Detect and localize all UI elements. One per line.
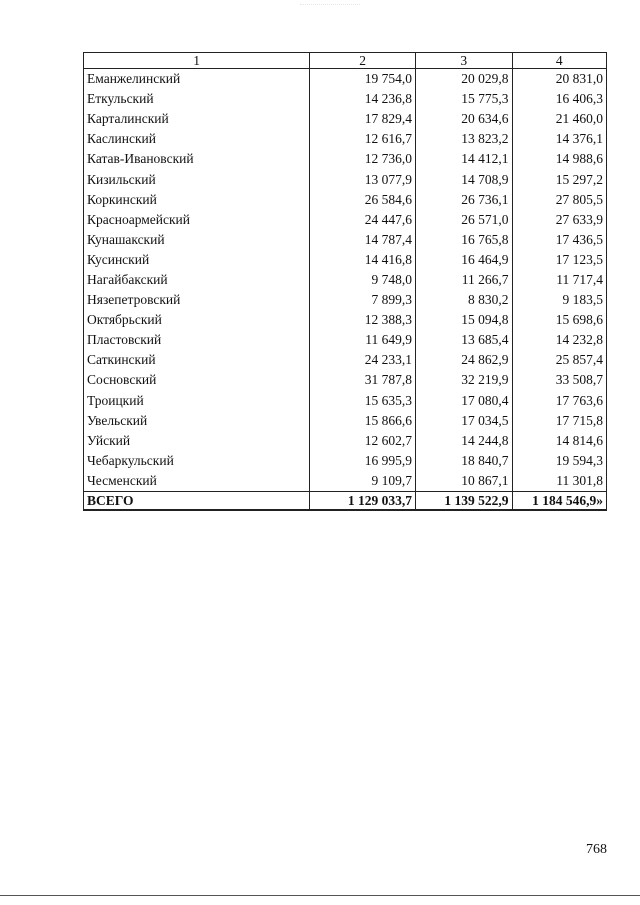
table-row [84,210,607,230]
value-col-3: 18 840,7 [416,451,513,471]
value-col-4: 14 814,6 [512,431,606,451]
district-name: Красноармейский [84,210,310,230]
value-col-2: 9 748,0 [310,270,416,290]
table-row [84,350,607,370]
district-name: Увельский [84,411,310,431]
value-col-3: 14 244,8 [416,431,513,451]
table-row [84,431,607,451]
value-col-4: 11 301,8 [512,471,606,492]
value-col-3: 20 634,6 [416,109,513,129]
column-header-4: 4 [512,53,606,69]
table-body [84,69,607,510]
table-row [84,270,607,290]
value-col-3: 14 708,9 [416,169,513,189]
value-col-3: 32 219,9 [416,370,513,390]
table-row [84,190,607,210]
table-row [84,451,607,471]
value-col-3: 13 685,4 [416,330,513,350]
table-row [84,109,607,129]
table-row [84,391,607,411]
table-row [84,411,607,431]
budget-table [83,52,607,511]
value-col-2: 15 866,6 [310,411,416,431]
value-col-4: 15 297,2 [512,169,606,189]
value-col-2: 24 233,1 [310,350,416,370]
value-col-4: 17 763,6 [512,391,606,411]
value-col-2: 9 109,7 [310,471,416,492]
value-col-2: 26 584,6 [310,190,416,210]
table-row [84,169,607,189]
value-col-2: 14 787,4 [310,230,416,250]
value-col-4: 17 715,8 [512,411,606,431]
value-col-2: 13 077,9 [310,169,416,189]
district-name: Кизильский [84,169,310,189]
total-value-4: 1 184 546,9» [512,491,606,510]
value-col-4: 21 460,0 [512,109,606,129]
value-col-4: 33 508,7 [512,370,606,390]
value-col-3: 16 765,8 [416,230,513,250]
column-header-1: 1 [84,53,310,69]
table-row [84,89,607,109]
total-label: ВСЕГО [84,491,310,510]
value-col-3: 8 830,2 [416,290,513,310]
value-col-3: 10 867,1 [416,471,513,492]
district-name: Чесменский [84,471,310,492]
value-col-3: 26 736,1 [416,190,513,210]
total-value-2: 1 129 033,7 [310,491,416,510]
value-col-2: 24 447,6 [310,210,416,230]
bottom-rule [0,895,640,896]
value-col-3: 17 080,4 [416,391,513,411]
district-name: Коркинский [84,190,310,210]
district-name: Троицкий [84,391,310,411]
total-row [84,491,607,510]
district-name: Октябрьский [84,310,310,330]
column-header-3: 3 [416,53,513,69]
value-col-3: 15 775,3 [416,89,513,109]
table-row [84,129,607,149]
value-col-2: 12 616,7 [310,129,416,149]
district-name: Пластовский [84,330,310,350]
value-col-2: 31 787,8 [310,370,416,390]
district-name: Чебаркульский [84,451,310,471]
value-col-4: 17 123,5 [512,250,606,270]
district-name: Кунашакский [84,230,310,250]
value-col-2: 7 899,3 [310,290,416,310]
district-name: Уйский [84,431,310,451]
header-row [84,53,607,69]
value-col-4: 9 183,5 [512,290,606,310]
total-value-3: 1 139 522,9 [416,491,513,510]
value-col-3: 17 034,5 [416,411,513,431]
value-col-4: 14 988,6 [512,149,606,169]
table-row [84,330,607,350]
value-col-4: 11 717,4 [512,270,606,290]
district-name: Еманжелинский [84,69,310,90]
table-row [84,290,607,310]
value-col-2: 17 829,4 [310,109,416,129]
page-number: 768 [586,842,607,857]
district-name: Нагайбакский [84,270,310,290]
column-header-2: 2 [310,53,416,69]
value-col-4: 19 594,3 [512,451,606,471]
value-col-3: 24 862,9 [416,350,513,370]
value-col-2: 11 649,9 [310,330,416,350]
value-col-4: 27 805,5 [512,190,606,210]
value-col-4: 17 436,5 [512,230,606,250]
value-col-3: 11 266,7 [416,270,513,290]
scan-artifact [300,4,360,11]
value-col-2: 15 635,3 [310,391,416,411]
value-col-4: 25 857,4 [512,350,606,370]
district-name: Карталинский [84,109,310,129]
value-col-3: 20 029,8 [416,69,513,90]
value-col-2: 14 236,8 [310,89,416,109]
district-name: Еткульский [84,89,310,109]
table-row [84,250,607,270]
table-row [84,310,607,330]
value-col-4: 20 831,0 [512,69,606,90]
district-name: Нязепетровский [84,290,310,310]
value-col-3: 15 094,8 [416,310,513,330]
value-col-4: 16 406,3 [512,89,606,109]
value-col-4: 14 376,1 [512,129,606,149]
value-col-2: 12 736,0 [310,149,416,169]
value-col-4: 27 633,9 [512,210,606,230]
district-name: Каслинский [84,129,310,149]
value-col-2: 12 602,7 [310,431,416,451]
value-col-2: 14 416,8 [310,250,416,270]
table-row [84,149,607,169]
value-col-2: 19 754,0 [310,69,416,90]
value-col-2: 12 388,3 [310,310,416,330]
value-col-4: 15 698,6 [512,310,606,330]
table-row [84,370,607,390]
table-row [84,230,607,250]
table-row [84,69,607,90]
district-name: Сосновский [84,370,310,390]
table-row [84,471,607,492]
value-col-3: 16 464,9 [416,250,513,270]
value-col-3: 13 823,2 [416,129,513,149]
district-name: Кусинский [84,250,310,270]
district-name: Саткинский [84,350,310,370]
value-col-2: 16 995,9 [310,451,416,471]
value-col-3: 26 571,0 [416,210,513,230]
value-col-4: 14 232,8 [512,330,606,350]
value-col-3: 14 412,1 [416,149,513,169]
district-name: Катав-Ивановский [84,149,310,169]
